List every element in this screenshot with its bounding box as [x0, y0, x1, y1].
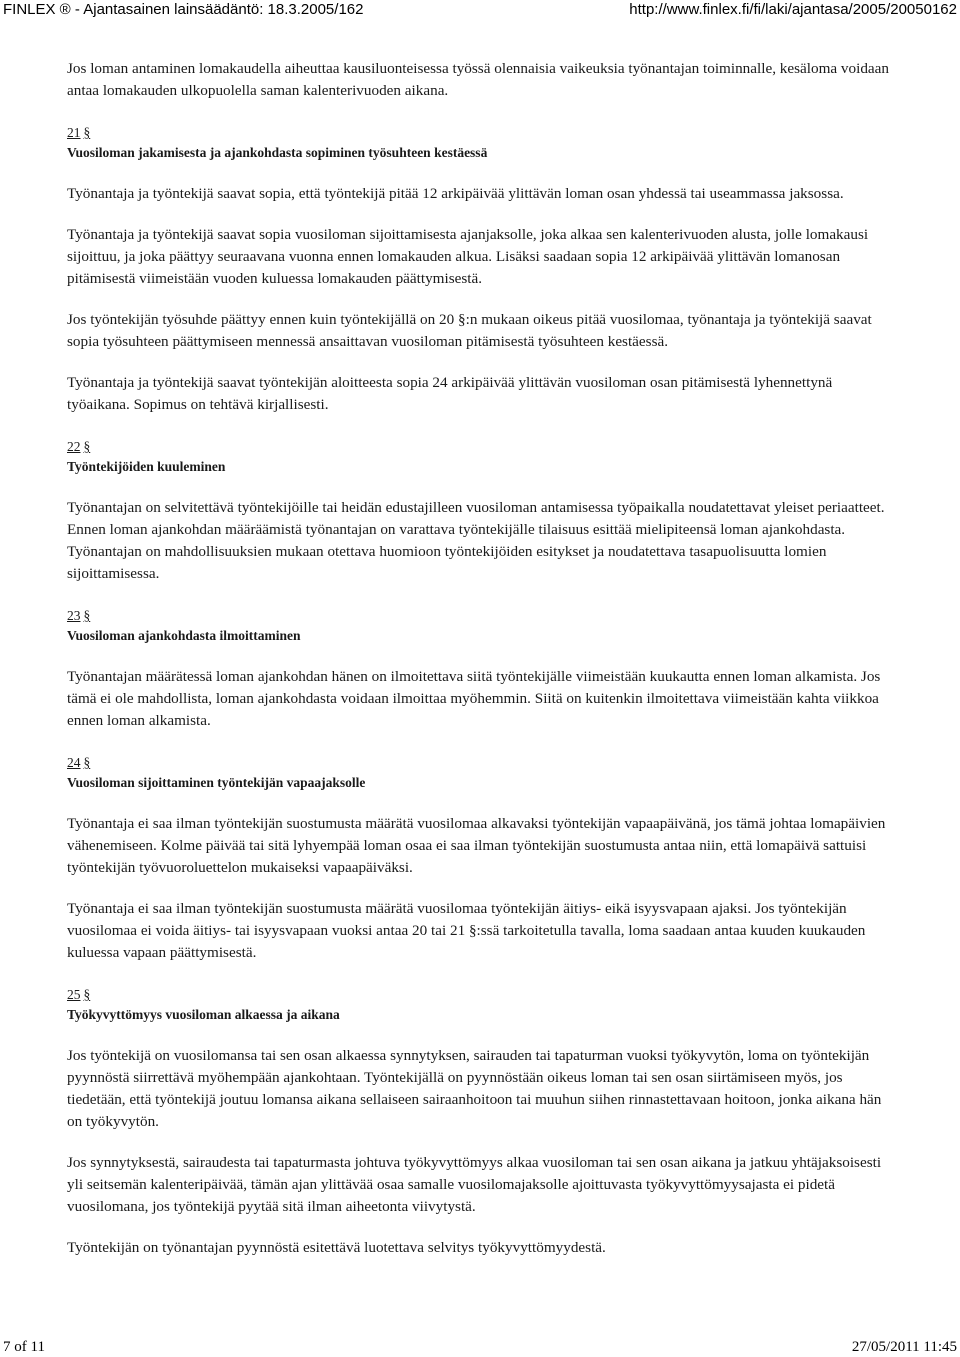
paragraph: Työnantaja ja työntekijä saavat työntekijän aloitteesta sopia 24 arkipäivää ylittävän vuosiloman osan pitämisestä lyhennettynä työaikana. Sopimus on tehtävä kirjallisesti. — [67, 374, 833, 413]
print-header — [0, 0, 960, 20]
paragraph: Työnantajan on selvitettävä työntekijöille tai heidän edustajilleen vuosiloman antamisessa työpaikalla noudatettavat yleiset periaatteet. Ennen loman ajankohdan määräämistä työnantajan on varattava työntekijälle tilaisuus esittää mielipiteensä loman ajankohdasta. Työnantajan on mahdollisuuksien mukaan otettava huomioon työntekijöiden esitykset ja noudatettava tasapuolisuutta lomien sijoittamisessa. — [67, 499, 885, 582]
paragraph: Työnantaja ja työntekijä saavat sopia, että työntekijä pitää 12 arkipäivää ylittävän loman osan yhdessä tai useammassa jaksossa. — [67, 185, 844, 202]
section-25 — [67, 983, 893, 1259]
section-22 — [67, 435, 893, 585]
paragraph: Jos työntekijän työsuhde päättyy ennen kuin työntekijällä on 20 §:n mukaan oikeus pitää vuosilomaa, työnantaja ja työntekijä saavat sopia työsuhteen päättymiseen mennessä ansaittavan vuosiloman pitämisestä työsuhteen kestäessä. — [67, 311, 872, 350]
section-symbol: § — [83, 439, 91, 454]
page-counter: 7 of 11 — [3, 1339, 45, 1355]
section-number-link[interactable]: 24 — [67, 755, 81, 770]
header-url: http://www.finlex.fi/fi/laki/ajantasa/2005/20050162 — [629, 1, 957, 18]
section-symbol: § — [83, 608, 91, 623]
paragraph: Jos synnytyksestä, sairaudesta tai tapaturmasta johtuva työkyvyttömyys alkaa vuosiloman tai sen osan aikana ja jatkuu yhtäjaksoisesti yli seitsemän kalenteripäivää, tämän ajan ylittävää osaa samalle vuosilomajaksolle ajoittuvasta työkyvyttömyysajasta ei pidetä vuosilomana, jos työntekijä pyytää sitä ilman aiheetonta viivytystä. — [67, 1154, 882, 1215]
document-body — [67, 58, 893, 1278]
paragraph: Työnantaja ja työntekijä saavat sopia vuosiloman sijoittamisesta ajanjaksolle, joka alkaa sen kalenterivuoden alusta, jolle lomakausi sijoittuu, ja joka päättyy seuraavana vuonna ennen lomakauden alkua. Lisäksi saadaan sopia 12 arkipäivää ylittävän lomanosan pitämisestä viimeistään vuoden kuluessa lomakauden päättymisestä. — [67, 226, 869, 287]
paragraph: Työntekijän on työnantajan pyynnöstä esitettävä luotettava selvitys työkyvyttömyydestä. — [67, 1239, 606, 1256]
section-21 — [67, 121, 893, 416]
section-symbol: § — [83, 125, 91, 140]
section-number-link[interactable]: 21 — [67, 125, 81, 140]
section-symbol: § — [83, 987, 91, 1002]
paragraph: Työnantajan määrätessä loman ajankohdan hänen on ilmoitettava siitä työntekijälle viimeistään kuukautta ennen loman alkamista. Jos tämä ei ole mahdollista, loman ajankohdasta voidaan ilmoittaa myöhemmin. Siitä on kuitenkin ilmoitettava viimeistään kahta viikkoa ennen loman alkamista. — [67, 668, 881, 729]
section-number-link[interactable]: 25 — [67, 987, 81, 1002]
paragraph: Työnantaja ei saa ilman työntekijän suostumusta määrätä vuosilomaa alkavaksi työntekijän vapaapäivänä, jos tämä johtaa lomapäivien vähenemiseen. Kolme päivää tai sitä lyhyempää loman osaa ei saa ilman työntekijän suostumusta antaa niin, että lomapäivä sattuisi työntekijän työvuoroluettelon mukaiseksi vapaapäiväksi. — [67, 815, 886, 876]
section-title: Työntekijöiden kuuleminen — [67, 459, 226, 474]
header-title: FINLEX ® - Ajantasainen lainsäädäntö: 18.3.2005/162 — [3, 1, 364, 18]
section-title: Vuosiloman jakamisesta ja ajankohdasta sopiminen työsuhteen kestäessä — [67, 145, 488, 160]
paragraph: Työnantaja ei saa ilman työntekijän suostumusta määrätä vuosilomaa työntekijän äitiys- eikä isyysvapaan ajaksi. Jos työntekijän vuosilomaa ei voida äitiys- tai isyysvapaan vuoksi antaa 20 tai 21 §:ssä tarkoitetulla tavalla, loma saadaan antaa kuuden kuukauden kuluessa vapaan päättymisestä. — [67, 900, 866, 961]
print-timestamp: 27/05/2011 11:45 — [851, 1339, 957, 1355]
intro-paragraph: Jos loman antaminen lomakaudella aiheuttaa kausiluonteisessa työssä olennaisia vaikeuksia työnantajan toiminnalle, kesäloma voidaan antaa lomakauden ulkopuolella saman kalenterivuoden aikana. — [67, 60, 890, 99]
section-number-link[interactable]: 22 — [67, 439, 81, 454]
section-title: Työkyvyttömyys vuosiloman alkaessa ja aikana — [67, 1007, 340, 1022]
section-number-link[interactable]: 23 — [67, 608, 81, 623]
section-title: Vuosiloman sijoittaminen työntekijän vapaajaksolle — [67, 775, 366, 790]
section-23 — [67, 604, 893, 732]
section-24 — [67, 751, 893, 964]
print-footer — [0, 1337, 960, 1357]
paragraph: Jos työntekijä on vuosilomansa tai sen osan alkaessa synnytyksen, sairauden tai tapaturman vuoksi työkyvytön, loma on työntekijän pyynnöstä siirrettävä myöhempään ajankohtaan. Työntekijällä on pyynnöstään oikeus loman tai sen osan siirtämiseen myös, jos tiedetään, että työntekijä joutuu lomansa aikana sellaiseen sairaanhoitoon tai muuhun siihen rinnastettavaan hoitoon, jonka aikana hän on työkyvytön. — [67, 1047, 882, 1130]
section-title: Vuosiloman ajankohdasta ilmoittaminen — [67, 628, 301, 643]
section-symbol: § — [83, 755, 91, 770]
